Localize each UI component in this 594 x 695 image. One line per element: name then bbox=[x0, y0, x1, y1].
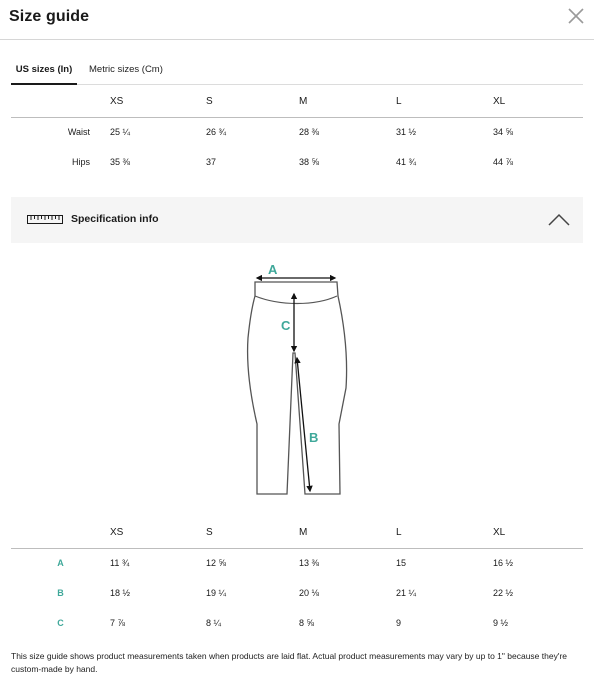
size-header: XS bbox=[110, 526, 124, 538]
table-cell: 31 ½ bbox=[396, 127, 417, 138]
table-cell: 9 bbox=[396, 618, 402, 628]
size-table bbox=[11, 86, 583, 177]
label-c: C bbox=[281, 318, 291, 333]
table-cell: 41 ¾ bbox=[396, 157, 417, 167]
modal-title: Size guide bbox=[9, 8, 90, 25]
table-row-a bbox=[11, 548, 583, 578]
spec-table bbox=[11, 517, 583, 638]
table-cell: 25 ¼ bbox=[110, 127, 131, 138]
size-table-header bbox=[11, 86, 583, 117]
table-cell: 12 ⅝ bbox=[206, 558, 227, 569]
leggings-diagram bbox=[240, 258, 360, 498]
size-header: XS bbox=[110, 95, 124, 107]
table-cell: 16 ½ bbox=[493, 558, 514, 569]
leggings-outline bbox=[248, 282, 347, 494]
table-cell: 38 ⅝ bbox=[299, 157, 320, 167]
ruler-icon bbox=[27, 215, 63, 224]
row-label: B bbox=[57, 588, 64, 598]
table-cell: 34 ⅝ bbox=[493, 127, 514, 138]
size-header: L bbox=[396, 526, 402, 538]
tab-metric-sizes[interactable]: Metric sizes (Cm) bbox=[89, 64, 163, 75]
table-cell: 13 ⅜ bbox=[299, 558, 320, 569]
table-cell: 35 ⅜ bbox=[110, 157, 131, 167]
row-label: Hips bbox=[71, 157, 90, 167]
row-label: C bbox=[57, 618, 64, 628]
size-header: M bbox=[299, 526, 308, 538]
table-row-b bbox=[11, 578, 583, 608]
table-cell: 28 ⅜ bbox=[299, 127, 320, 138]
table-cell: 18 ½ bbox=[110, 588, 131, 598]
size-header: S bbox=[206, 95, 213, 107]
corner-cell bbox=[11, 517, 110, 548]
row-label: A bbox=[57, 558, 64, 569]
tab-us-sizes[interactable]: US sizes (In) bbox=[11, 62, 77, 85]
spec-table-header bbox=[11, 517, 583, 548]
size-header: XL bbox=[493, 95, 506, 107]
table-cell: 44 ⅞ bbox=[493, 157, 514, 167]
spec-info-toggle[interactable] bbox=[11, 197, 583, 243]
size-header: XL bbox=[493, 526, 506, 538]
table-cell: 15 bbox=[396, 558, 407, 569]
table-cell: 21 ¼ bbox=[396, 588, 417, 598]
modal-header bbox=[0, 0, 594, 40]
label-b: B bbox=[309, 430, 319, 445]
table-cell: 37 bbox=[206, 157, 217, 167]
table-cell: 19 ¼ bbox=[206, 588, 227, 598]
table-cell: 22 ½ bbox=[493, 588, 514, 598]
waistband-line bbox=[255, 296, 337, 304]
size-header: L bbox=[396, 95, 402, 107]
footer-note: This size guide shows product measurements taken when products are laid flat. Actual product measurements may vary by up to 1" because they're custom-made by hand. bbox=[11, 651, 568, 674]
chevron-up-icon[interactable] bbox=[548, 213, 570, 226]
corner-cell bbox=[11, 86, 110, 117]
size-header: S bbox=[206, 526, 213, 538]
unit-tabs bbox=[11, 62, 583, 85]
table-row-hips bbox=[11, 147, 583, 177]
table-cell: 26 ¾ bbox=[206, 127, 227, 138]
size-header: M bbox=[299, 95, 308, 107]
table-row-waist bbox=[11, 117, 583, 147]
table-cell: 8 ⅝ bbox=[299, 618, 315, 628]
label-a: A bbox=[268, 262, 278, 277]
table-cell: 9 ½ bbox=[493, 618, 509, 628]
table-cell: 7 ⅞ bbox=[110, 618, 126, 628]
row-label: Waist bbox=[67, 127, 90, 138]
table-row-c bbox=[11, 608, 583, 638]
table-cell: 8 ¼ bbox=[206, 618, 222, 628]
table-cell: 20 ⅛ bbox=[299, 588, 320, 598]
table-cell: 11 ¾ bbox=[110, 558, 130, 569]
close-icon[interactable] bbox=[566, 6, 586, 26]
spec-info-label: Specification info bbox=[71, 213, 159, 225]
